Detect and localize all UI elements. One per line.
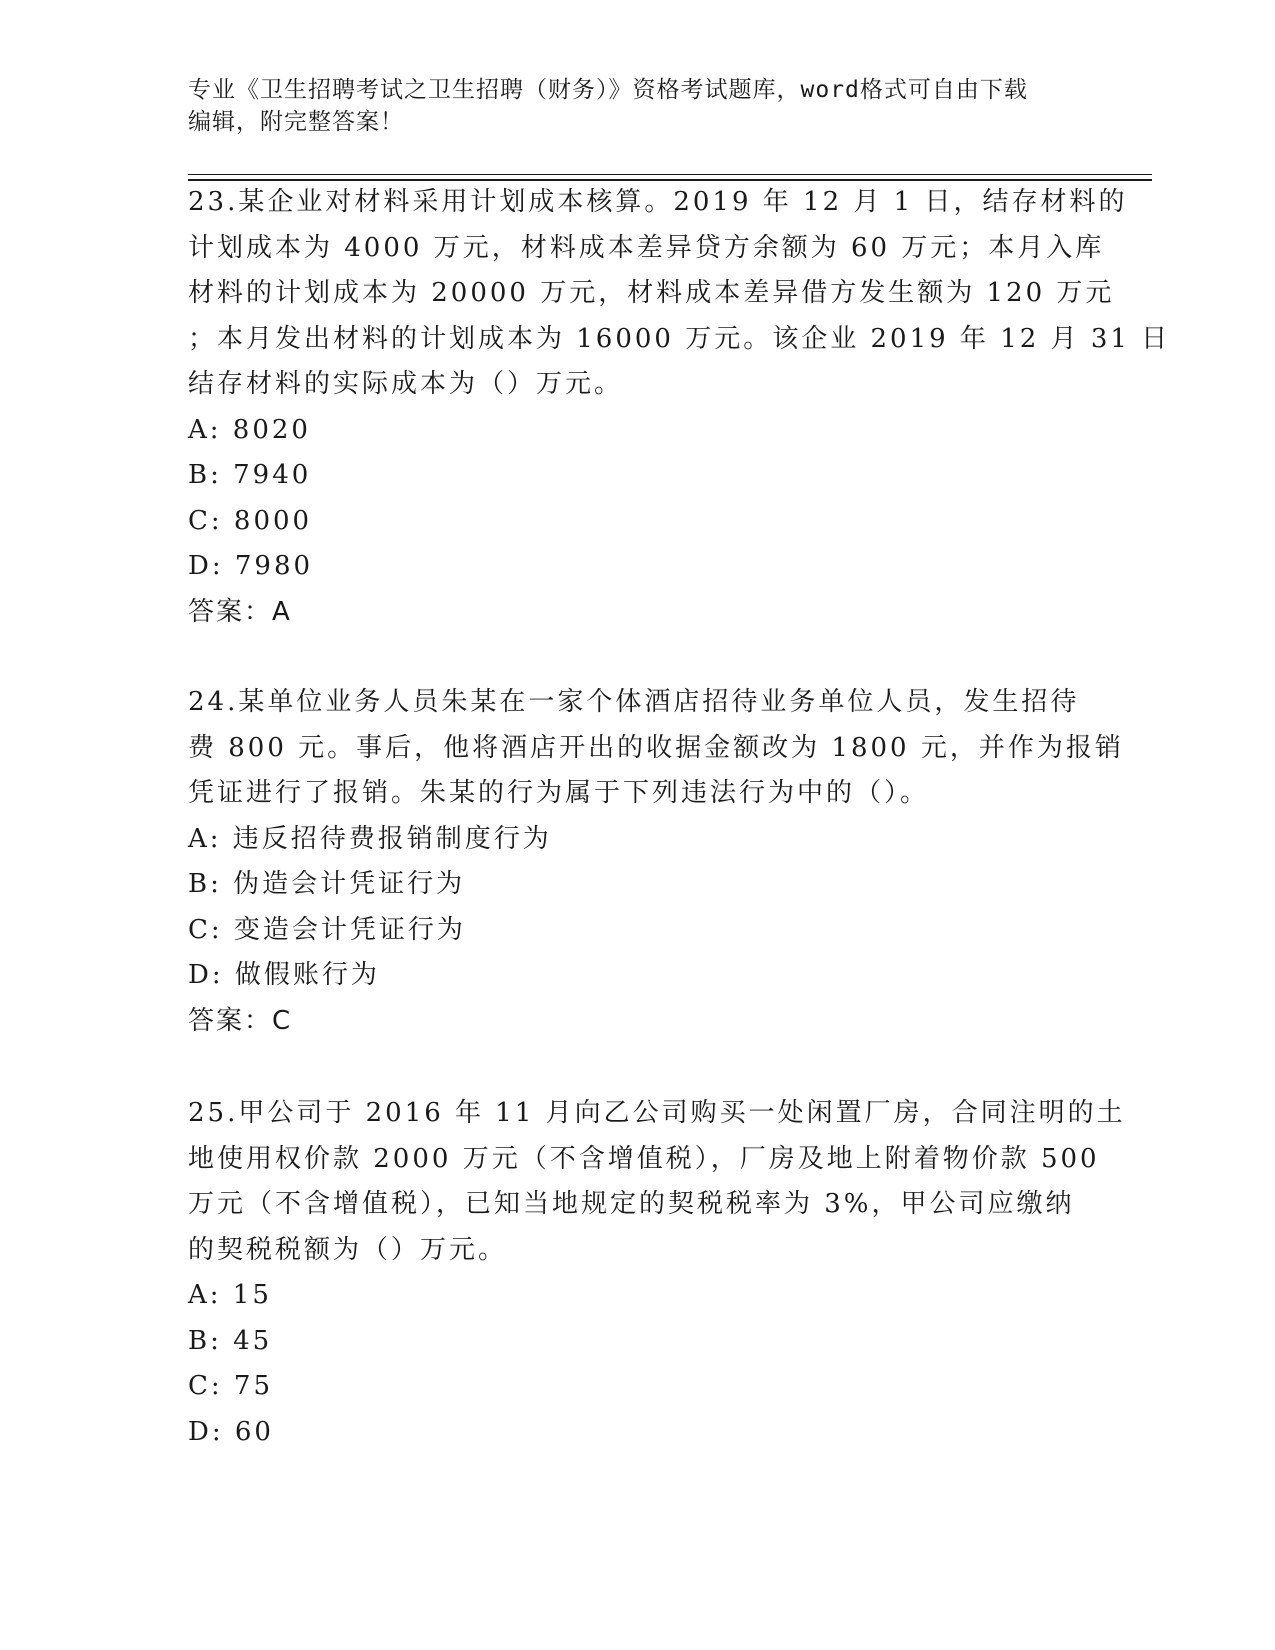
option-d: D: 做假账行为 xyxy=(188,960,380,990)
question-text-line: 计划成本为 4000 万元，材料成本差异贷方余额为 60 万元；本月入库 xyxy=(188,232,1105,263)
option-c: C: 变造会计凭证行为 xyxy=(188,914,466,945)
header-line-2: 编辑，附完整答案！ xyxy=(188,109,404,135)
answer-label: 答案：A xyxy=(188,596,292,627)
header-divider-thin xyxy=(188,174,1152,175)
question-text-line: 费 800 元。事后，他将酒店开出的收据金额改为 1800 元，并作为报销 xyxy=(188,732,1124,763)
option-c: C: 75 xyxy=(188,1371,274,1401)
option-b: B: 45 xyxy=(188,1325,273,1356)
question-text-line: 凭证进行了报销。朱某的行为属于下列违法行为中的（）。 xyxy=(188,778,930,808)
question-text-line: 万元（不含增值税），已知当地规定的契税税率为 3%，甲公司应缴纳 xyxy=(188,1189,1075,1219)
option-a: A: 8020 xyxy=(188,414,311,445)
question-25 xyxy=(188,1091,1126,1455)
question-text-line: ；本月发出材料的计划成本为 16000 万元。该企业 2019 年 12 月 31 日 xyxy=(188,323,1171,354)
question-text-line: 24.某单位业务人员朱某在一家个体酒店招待业务单位人员，发生招待 xyxy=(188,687,1080,717)
question-text-line: 地使用权价款 2000 万元（不含增值税），厂房及地上附着物价款 500 xyxy=(188,1143,1100,1174)
question-text-line: 结存材料的实际成本为（）万元。 xyxy=(188,369,624,399)
option-b: B: 伪造会计凭证行为 xyxy=(188,869,466,899)
answer-label: 答案：C xyxy=(188,1005,293,1036)
option-c: C: 8000 xyxy=(188,505,313,536)
option-a: A: 违反招待费报销制度行为 xyxy=(188,823,552,854)
option-d: D: 7980 xyxy=(188,551,314,581)
option-a: A: 15 xyxy=(188,1280,272,1310)
question-text-line: 23.某企业对材料采用计划成本核算。2019 年 12 月 1 日，结存材料的 xyxy=(188,187,1128,217)
document-header xyxy=(188,74,1088,138)
question-23 xyxy=(188,180,1171,635)
header-line-1: 专业《卫生招聘考试之卫生招聘（财务）》资格考试题库，word格式可自由下载 xyxy=(188,77,1028,103)
option-d: D: 60 xyxy=(188,1416,274,1447)
question-text-line: 25.甲公司于 2016 年 11 月向乙公司购买一处闲置厂房，合同注明的土 xyxy=(188,1098,1126,1128)
question-text-line: 材料的计划成本为 20000 万元，材料成本差异借方发生额为 120 万元 xyxy=(188,278,1115,308)
option-b: B: 7940 xyxy=(188,460,312,490)
question-text-line: 的契税税额为（）万元。 xyxy=(188,1234,508,1265)
question-24 xyxy=(188,680,1124,1044)
